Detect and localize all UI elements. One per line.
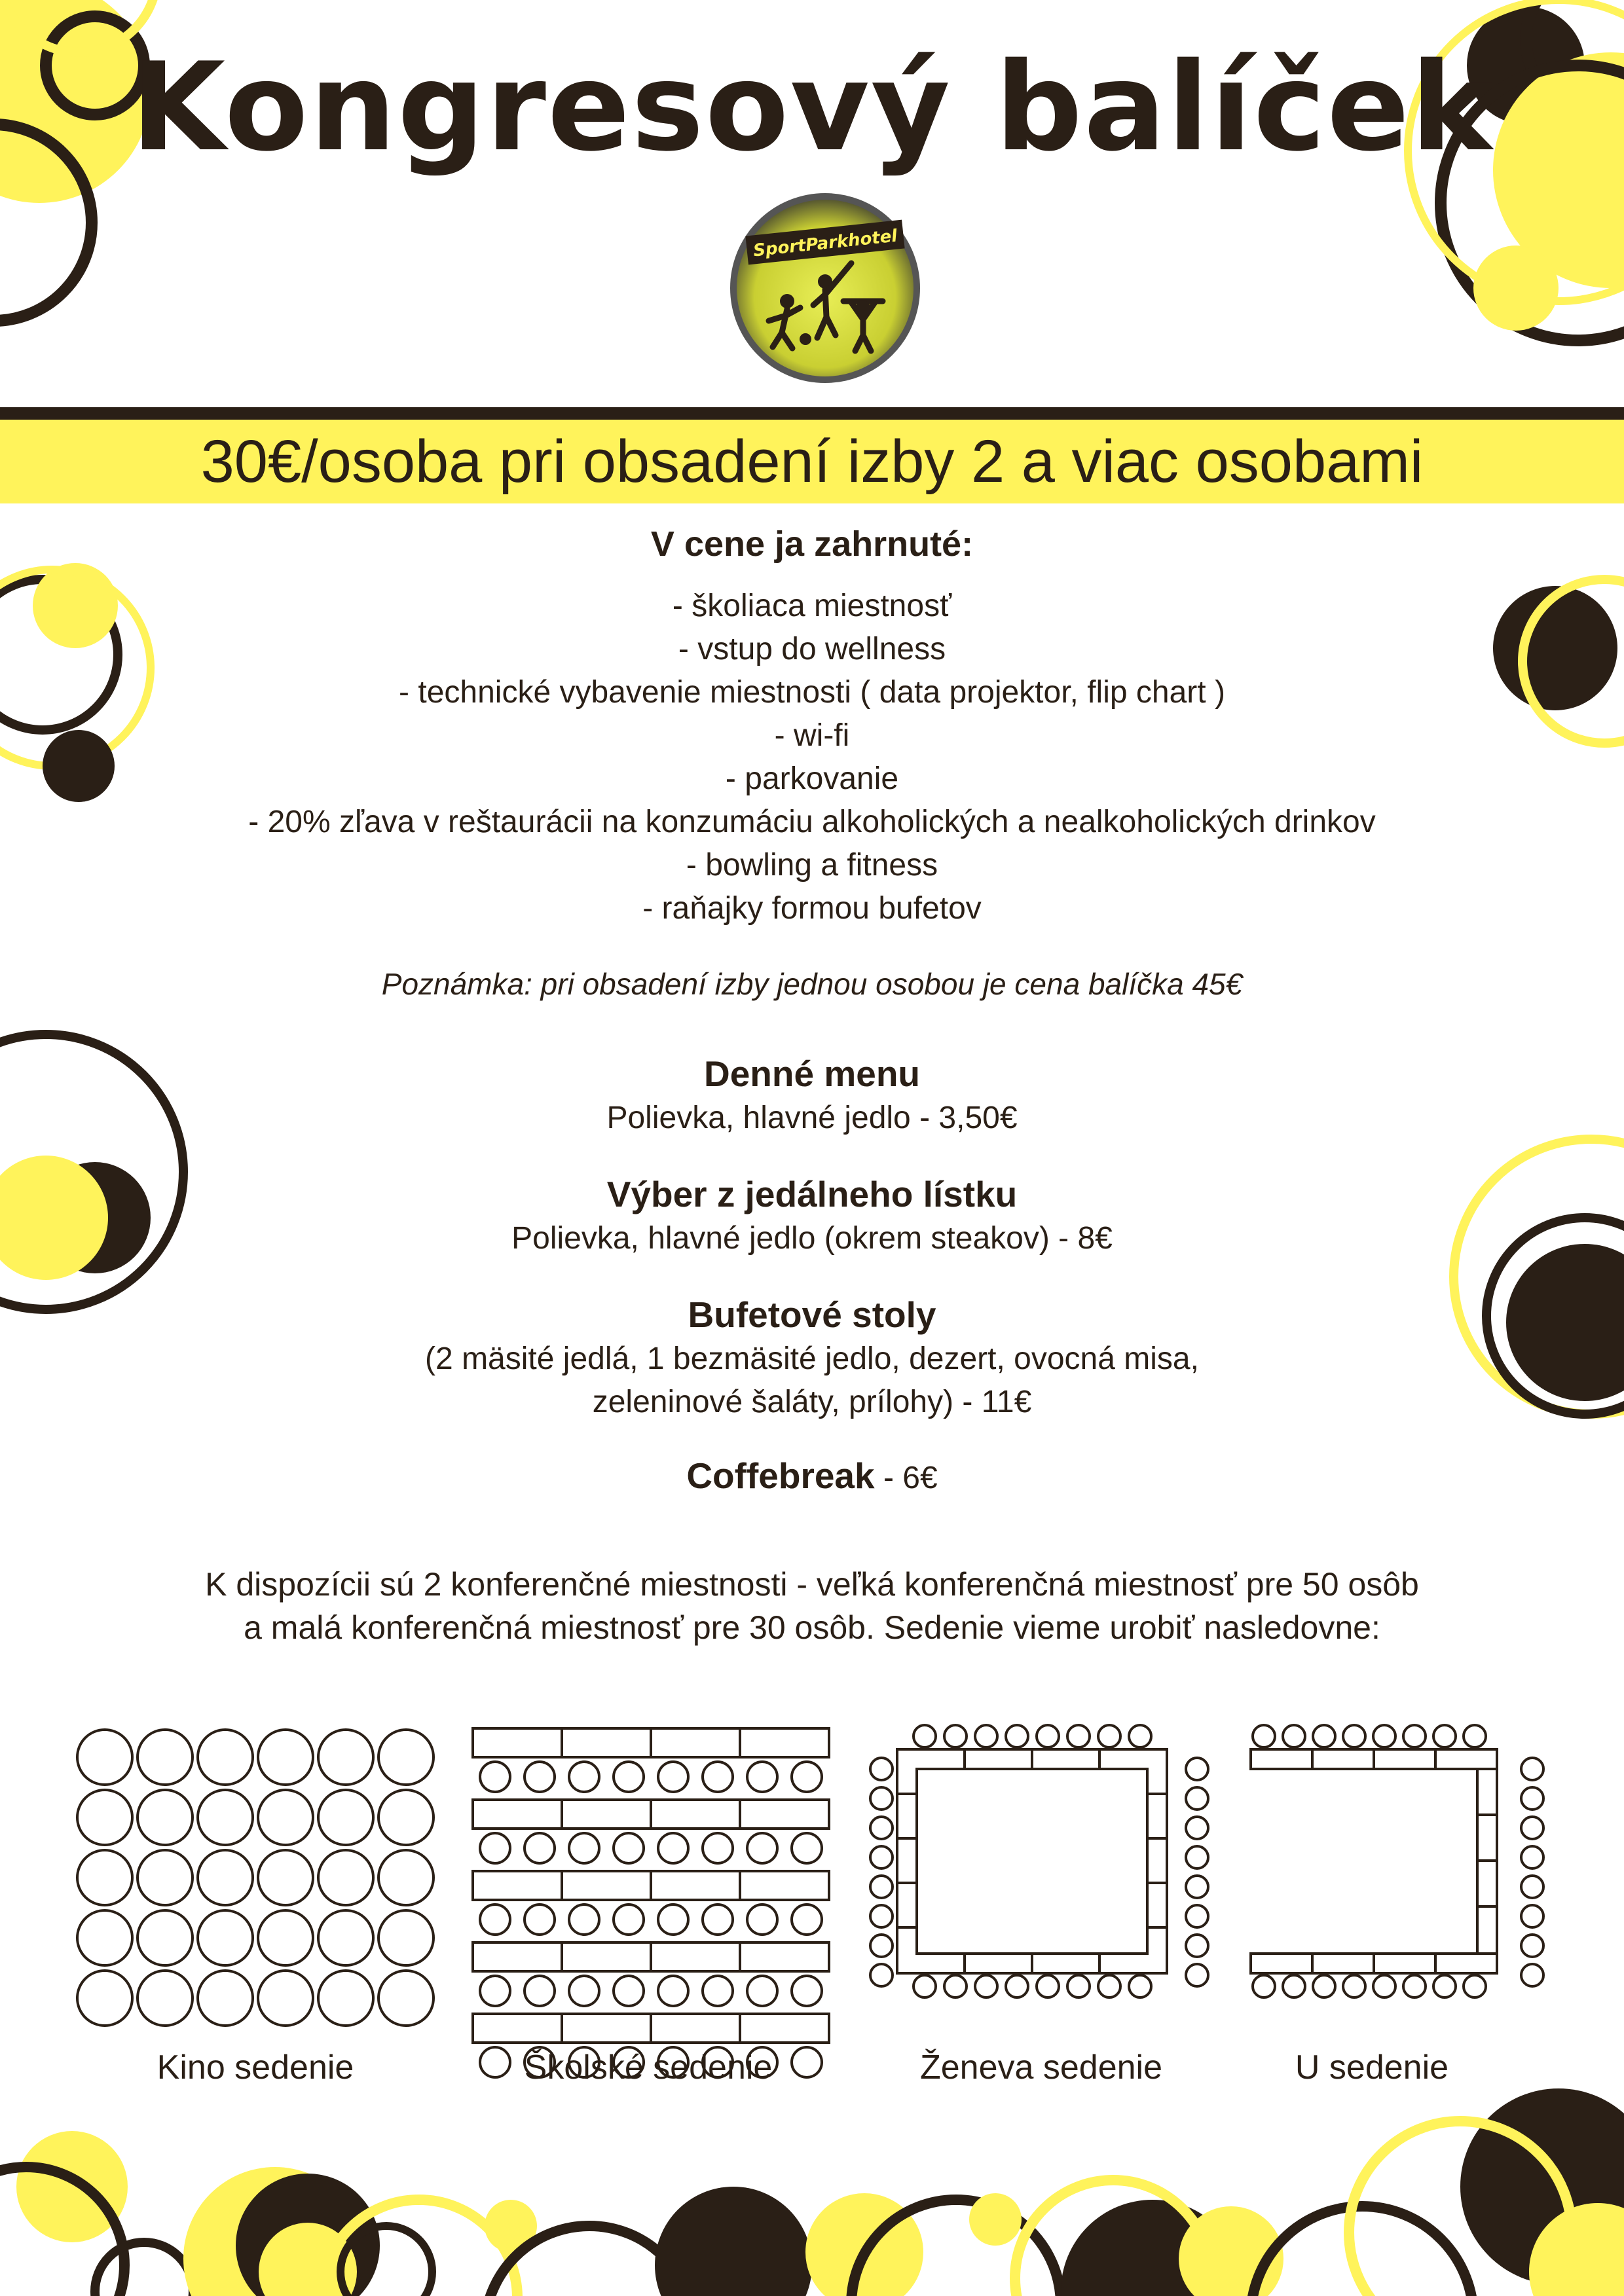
seat-icon	[870, 1787, 893, 1810]
seat-icon	[658, 1833, 688, 1863]
desk-icon	[740, 1728, 829, 1757]
seat-icon	[792, 1904, 822, 1935]
seat-icon	[258, 1850, 313, 1905]
menu-buffet	[0, 1292, 1624, 1424]
seat-icon	[318, 1850, 373, 1905]
seat-icon	[913, 1975, 936, 1997]
seat-icon	[1037, 1975, 1059, 1997]
seat-icon	[198, 1730, 253, 1785]
desk-icon	[651, 2014, 740, 2043]
seat-icon	[1186, 1876, 1208, 1898]
coffeebreak-label: Coffebreak	[686, 1455, 875, 1496]
seat-icon	[792, 1833, 822, 1863]
seat-icon	[569, 1904, 599, 1935]
seat-icon	[1521, 1935, 1543, 1957]
seat-icon	[198, 1790, 253, 1845]
table-ring-inner	[917, 1769, 1147, 1954]
seat-icon	[1006, 1725, 1028, 1747]
list-item: - školiaca miestnosť	[672, 589, 952, 623]
seat-icon	[569, 1762, 599, 1792]
seat-icon	[747, 1976, 777, 2006]
seat-icon	[1067, 1975, 1090, 1997]
seat-icon	[614, 1976, 644, 2006]
desk-icon	[473, 1942, 562, 1971]
seat-icon	[1129, 1725, 1151, 1747]
seat-icon	[569, 1833, 599, 1863]
seat-icon	[913, 1725, 936, 1747]
desk-icon	[651, 1728, 740, 1757]
seat-icon	[1464, 1725, 1486, 1747]
seat-icon	[747, 1833, 777, 1863]
desk-icon	[562, 1871, 651, 1900]
seat-icon	[1006, 1975, 1028, 1997]
availability-line: K dispozícii sú 2 konferenčné miestnosti - veľká konferenčná miestnosť pre 50 osôb	[205, 1566, 1419, 1603]
seat-icon	[1313, 1725, 1335, 1747]
room-availability	[0, 1563, 1624, 1649]
list-item: - raňajky formou bufetov	[642, 891, 982, 926]
menu-title: Bufetové stoly	[688, 1294, 936, 1335]
layout-caption-geneva: Ženeva sedenie	[919, 2049, 1163, 2086]
seat-icon	[258, 1730, 313, 1785]
layout-caption-school: Školské sedenie	[524, 2049, 773, 2086]
availability-line: a malá konferenčná miestnosť pre 30 osôb. Sedenie vieme urobiť nasledovne:	[244, 1609, 1380, 1646]
coffeebreak-price: - 6€	[874, 1461, 938, 1495]
desk-icon	[562, 1942, 651, 1971]
seat-icon	[1521, 1964, 1543, 1986]
seat-icon	[77, 1790, 132, 1845]
seat-icon	[77, 1910, 132, 1965]
seat-icon	[1253, 1975, 1275, 1997]
seat-icon	[1521, 1846, 1543, 1868]
sportparkhotel-logo	[727, 190, 923, 386]
menu-title: Výber z jedálneho lístku	[606, 1174, 1018, 1214]
seat-icon	[792, 1976, 822, 2006]
seat-icon	[138, 1910, 193, 1965]
seat-icon	[658, 1762, 688, 1792]
seat-icon	[1521, 1876, 1543, 1898]
seat-icon	[1253, 1725, 1275, 1747]
seat-icon	[77, 1730, 132, 1785]
seat-icon	[318, 1790, 373, 1845]
seat-icon	[525, 1762, 555, 1792]
desk-icon	[651, 1942, 740, 1971]
seat-icon	[318, 1730, 373, 1785]
seat-icon	[378, 1850, 434, 1905]
seat-icon	[747, 1762, 777, 1792]
seat-icon	[1433, 1725, 1456, 1747]
seat-icon	[1521, 1817, 1543, 1839]
menu-description: Polievka, hlavné jedlo (okrem steakov) - 8€	[511, 1221, 1113, 1256]
seat-icon	[658, 1976, 688, 2006]
seat-icon	[944, 1975, 967, 1997]
seat-icon	[138, 1730, 193, 1785]
seat-icon	[614, 1833, 644, 1863]
list-item: - wi-fi	[774, 718, 850, 753]
seat-icon	[1521, 1905, 1543, 1927]
bottom-circles	[0, 2088, 1624, 2296]
seat-icon	[870, 1905, 893, 1927]
seat-icon	[1403, 1725, 1426, 1747]
seat-icon	[870, 1758, 893, 1780]
desk-icon	[473, 2014, 562, 2043]
cinema-layout-diagram	[77, 1730, 434, 2026]
seat-icon	[1037, 1725, 1059, 1747]
seat-icon	[1129, 1975, 1151, 1997]
price-note: Poznámka: pri obsadení izby jednou osobou je cena balíčka 45€	[381, 967, 1243, 1001]
seat-icon	[1343, 1725, 1365, 1747]
seat-icon	[870, 1964, 893, 1986]
seat-icon	[747, 1904, 777, 1935]
seat-icon	[1098, 1975, 1120, 1997]
desk-icon	[473, 1800, 562, 1829]
seat-icon	[870, 1935, 893, 1957]
seat-icon	[1186, 1846, 1208, 1868]
seat-icon	[138, 1971, 193, 2026]
desk-icon	[740, 1871, 829, 1900]
seat-icon	[1186, 1905, 1208, 1927]
seat-icon	[1186, 1964, 1208, 1986]
seat-icon	[1373, 1975, 1395, 1997]
desk-icon	[562, 2014, 651, 2043]
seat-icon	[1283, 1975, 1305, 1997]
desk-icon	[473, 1871, 562, 1900]
geneva-layout-diagram	[870, 1725, 1208, 1997]
seat-icon	[258, 1790, 313, 1845]
seat-icon	[378, 1730, 434, 1785]
seat-icon	[975, 1975, 997, 1997]
desk-icon	[562, 1800, 651, 1829]
seat-icon	[1403, 1975, 1426, 1997]
list-item: - parkovanie	[725, 761, 899, 796]
desk-icon	[562, 1728, 651, 1757]
seat-icon	[198, 1850, 253, 1905]
seat-icon	[258, 1971, 313, 2026]
seat-icon	[1067, 1725, 1090, 1747]
seat-icon	[1521, 1758, 1543, 1780]
seat-icon	[1521, 1787, 1543, 1810]
seat-icon	[870, 1817, 893, 1839]
menu-a-la-carte	[0, 1171, 1624, 1260]
desk-icon	[740, 1942, 829, 1971]
list-item: - technické vybavenie miestnosti ( data projektor, flip chart )	[399, 675, 1225, 710]
seat-icon	[480, 1833, 510, 1863]
seat-icon	[318, 1971, 373, 2026]
seat-icon	[944, 1725, 967, 1747]
u-layout-diagram	[1251, 1725, 1543, 1997]
menu-description: zeleninové šaláty, prílohy) - 11€	[592, 1385, 1032, 1419]
seat-icon	[1373, 1725, 1395, 1747]
seat-icon	[1186, 1758, 1208, 1780]
list-item: - vstup do wellness	[678, 632, 946, 666]
logo-text: SportParkhotel	[752, 226, 898, 261]
list-item: - 20% zľava v reštaurácii na konzumáciu alkoholických a nealkoholických drinkov	[248, 805, 1376, 839]
seat-icon	[378, 1790, 434, 1845]
seat-icon	[658, 1904, 688, 1935]
seat-icon	[792, 1762, 822, 1792]
seat-icon	[1186, 1935, 1208, 1957]
seat-icon	[975, 1725, 997, 1747]
seat-icon	[378, 1910, 434, 1965]
seat-icon	[480, 1904, 510, 1935]
seat-icon	[525, 1904, 555, 1935]
menu-title: Denné menu	[703, 1053, 921, 1094]
layout-caption-u: U sedenie	[1295, 2049, 1449, 2086]
seat-icon	[318, 1910, 373, 1965]
menu-description: Polievka, hlavné jedlo - 3,50€	[606, 1101, 1018, 1135]
layout-caption-cinema: Kino sedenie	[157, 2049, 354, 2086]
seat-icon	[1186, 1817, 1208, 1839]
menu-daily	[0, 1051, 1624, 1140]
seat-icon	[1464, 1975, 1486, 1997]
seat-icon	[198, 1910, 253, 1965]
seat-icon	[1283, 1725, 1305, 1747]
seat-icon	[870, 1846, 893, 1868]
seat-icon	[480, 1762, 510, 1792]
school-layout-diagram	[473, 1728, 829, 2077]
table-ring-icon	[897, 1749, 1167, 1973]
seat-icon	[614, 1762, 644, 1792]
desk-icon	[740, 1800, 829, 1829]
seat-icon	[258, 1910, 313, 1965]
list-item: - bowling a fitness	[686, 848, 938, 883]
seat-icon	[525, 1976, 555, 2006]
seat-icon	[77, 1971, 132, 2026]
seat-icon	[1098, 1725, 1120, 1747]
seat-icon	[703, 1762, 733, 1792]
seat-icon	[1433, 1975, 1456, 1997]
seat-icon	[870, 1876, 893, 1898]
page-title: Kongresový balíček	[130, 36, 1494, 178]
seat-icon	[569, 1976, 599, 2006]
seat-icon	[138, 1790, 193, 1845]
seat-icon	[1313, 1975, 1335, 1997]
divider	[0, 407, 1624, 420]
seat-icon	[138, 1850, 193, 1905]
desk-icon	[740, 2014, 829, 2043]
seat-icon	[198, 1971, 253, 2026]
desk-icon	[651, 1871, 740, 1900]
desk-icon	[651, 1800, 740, 1829]
seat-icon	[480, 1976, 510, 2006]
seat-icon	[614, 1904, 644, 1935]
included-list	[0, 585, 1624, 930]
seat-icon	[703, 1833, 733, 1863]
seat-icon	[1343, 1975, 1365, 1997]
seat-icon	[703, 1976, 733, 2006]
included-heading: V cene ja zahrnuté:	[650, 524, 974, 564]
seat-icon	[77, 1850, 132, 1905]
seat-icon	[525, 1833, 555, 1863]
seat-icon	[703, 1904, 733, 1935]
desk-icon	[473, 1728, 562, 1757]
menu-description: (2 mäsité jedlá, 1 bezmäsité jedlo, dezert, ovocná misa,	[425, 1341, 1199, 1376]
seat-icon	[1186, 1787, 1208, 1810]
seat-icon	[378, 1971, 434, 2026]
coffeebreak	[0, 1454, 1624, 1500]
price-banner: 30€/osoba pri obsadení izby 2 a viac osobami	[0, 420, 1624, 503]
main-content	[0, 520, 1624, 1649]
